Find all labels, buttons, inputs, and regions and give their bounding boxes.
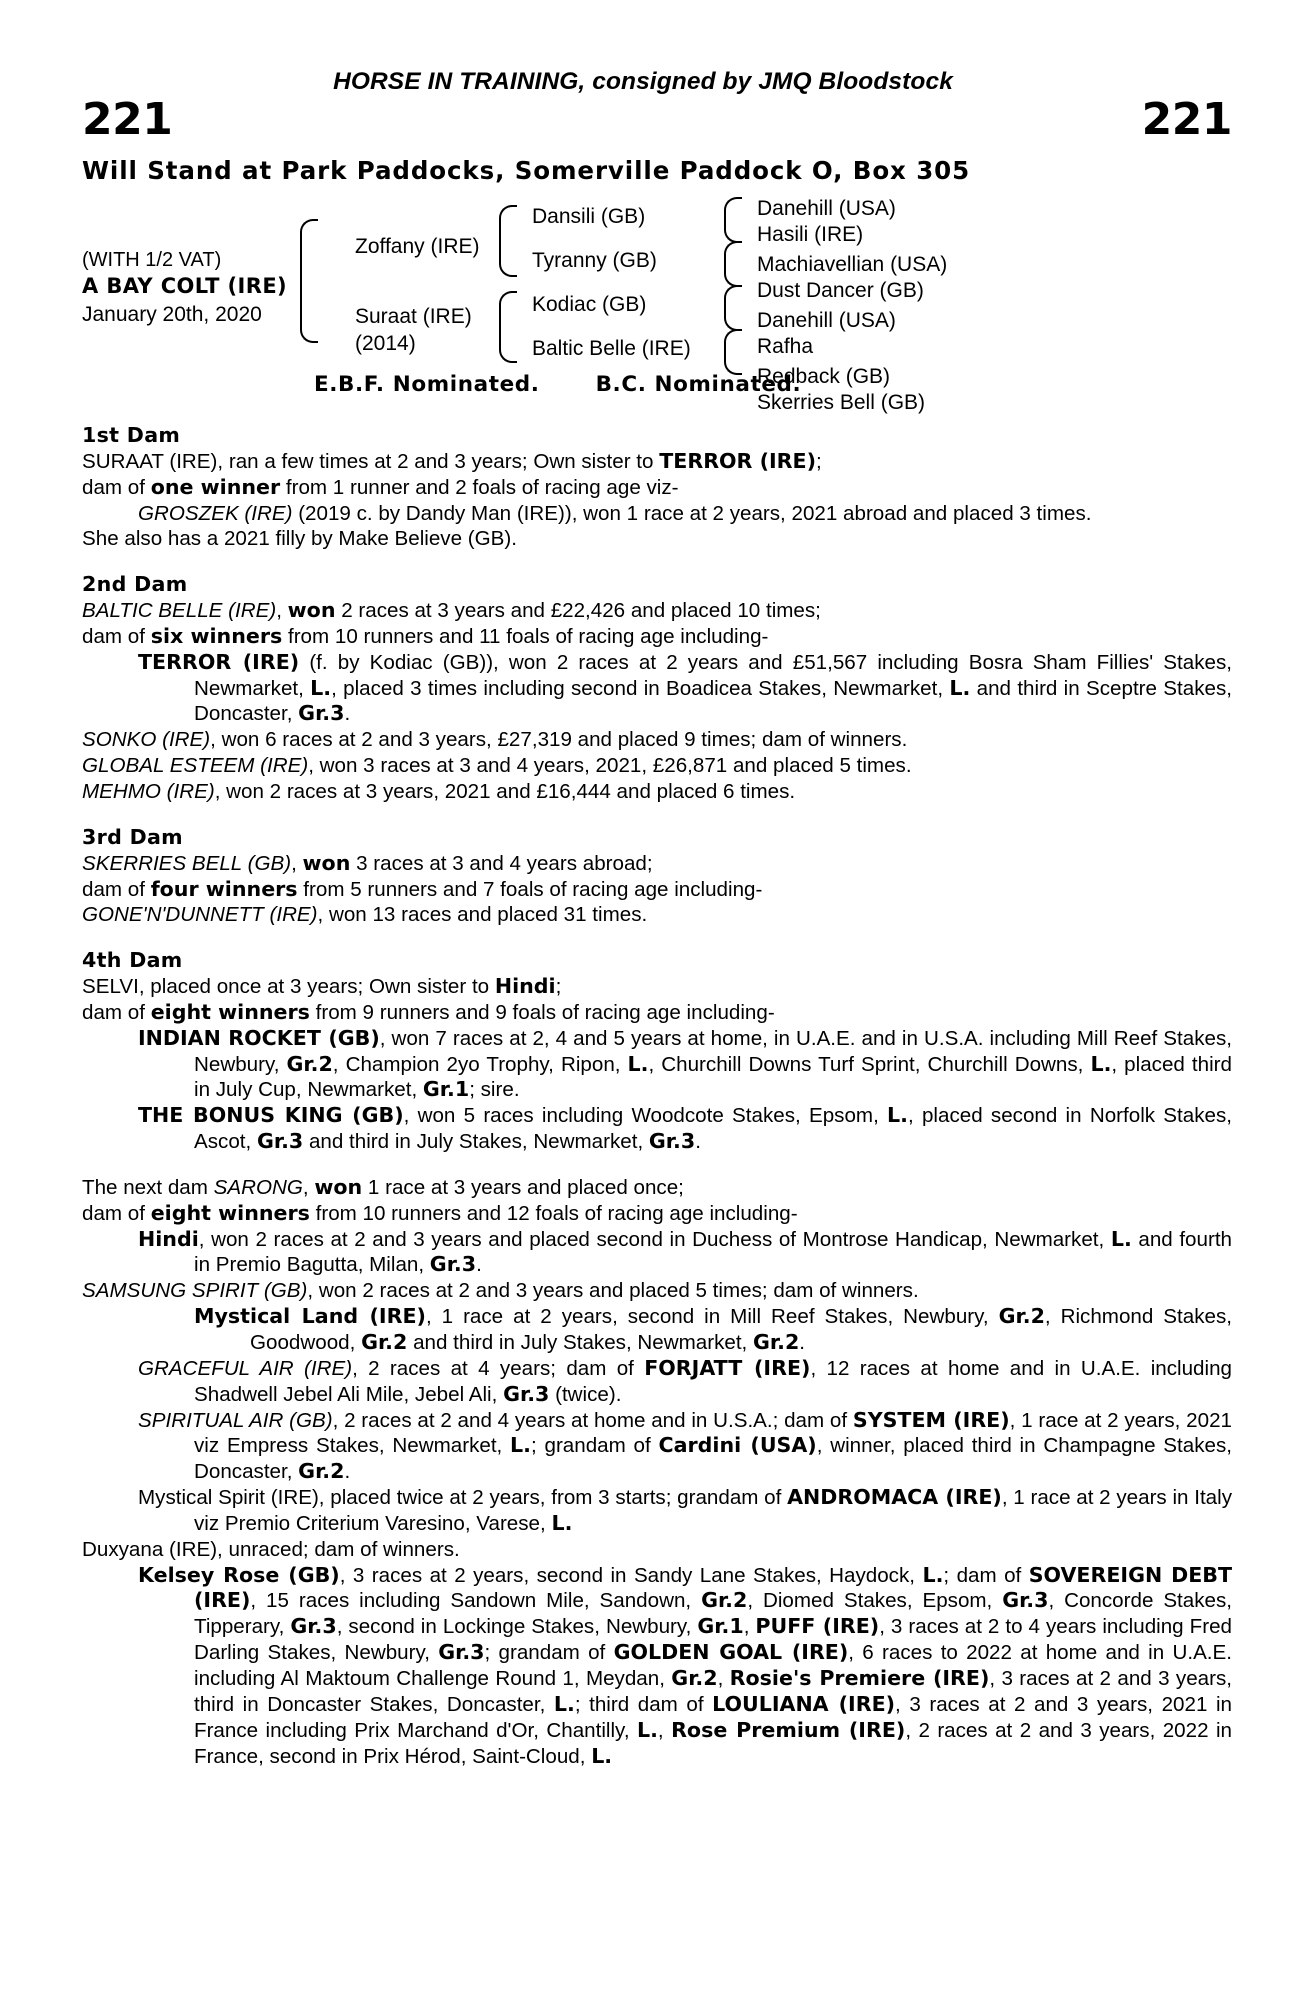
ss-sire-name: Danehill (USA) (757, 197, 896, 220)
first-dam-line-2: dam of one winner from 1 runner and 2 foals of racing age viz- (82, 474, 679, 499)
second-dam-line-2: dam of six winners from 10 runners and 11 foals of racing age including- (82, 623, 769, 648)
pedigree-subject (82, 247, 287, 329)
third-dam-line-1: SKERRIES BELL (GB), won 3 races at 3 and 4 years abroad; (82, 850, 653, 875)
foaling-date: January 20th, 2020 (82, 303, 262, 327)
third-dam-line-2: dam of four winners from 5 runners and 7 foals of racing age including- (82, 876, 763, 901)
next-dam-progeny-samsung-spirit: SAMSUNG SPIRIT (GB), won 2 races at 2 and 3 years and placed 5 times; dam of winners. (82, 1279, 919, 1303)
brace-generation-1 (300, 219, 318, 343)
bc-nominated: B.C. Nominated. (595, 372, 802, 397)
next-dam-line-1: The next dam SARONG, won 1 race at 3 years and placed once; (82, 1174, 684, 1199)
sd-sire-name: Machiavellian (USA) (757, 253, 948, 276)
second-dam-progeny-mehmo: MEHMO (IRE), won 2 races at 3 years, 2021 and £16,444 and placed 6 times. (82, 779, 796, 803)
fourth-dam-progeny-indian-rocket: INDIAN ROCKET (GB), won 7 races at 2, 4 and 5 years at home, in U.A.E. and in U.S.A. including Mill Reef Stakes, Newbury, Gr.2, Champion 2yo Trophy, Ripon, L., Churchill Downs Turf Sprint, Churchill Downs, L., placed third in July Cup, Newmarket, Gr.1; sire. (138, 1025, 1232, 1102)
dam-year: (2014) (355, 332, 416, 356)
stand-location-line: Will Stand at Park Paddocks, Somerville Paddock O, Box 305 (82, 156, 971, 185)
first-dam-progeny-groszek: GROSZEK (IRE) (2019 c. by Dandy Man (IRE)), won 1 race at 2 years, 2021 abroad and placed 3 times. (138, 501, 1092, 525)
fourth-dam-heading: 4th Dam (82, 948, 183, 973)
fourth-dam-line-1: SELVI, placed once at 3 years; Own sister to Hindi; (82, 974, 562, 999)
lot-number-right: 221 (1141, 94, 1232, 145)
pedigree-subject-column (82, 195, 297, 365)
brace-sd-branch (724, 241, 742, 287)
fourth-dam-progeny-the-bonus-king: THE BONUS KING (GB), won 5 races including Woodcote Stakes, Epsom, L., placed second in Norfolk Stakes, Ascot, Gr.3 and third in July Stakes, Newmarket, Gr.3. (138, 1103, 1232, 1154)
brace-dd-branch (724, 329, 742, 375)
first-dam-line-1: SURAAT (IRE), ran a few times at 2 and 3 years; Own sister to TERROR (IRE); (82, 448, 822, 473)
sire-sire-name: Dansili (GB) (532, 205, 646, 228)
next-dam-progeny-mystical-land: Mystical Land (IRE), 1 race at 2 years, second in Mill Reef Stakes, Newbury, Gr.2, Richmond Stakes, Goodwood, Gr.2 and third in July Stakes, Newmarket, Gr.2. (194, 1304, 1232, 1354)
ebf-nominated: E.B.F. Nominated. (314, 372, 540, 397)
sire-dam-name: Tyranny (GB) (532, 249, 657, 272)
sire-name: Zoffany (IRE) (355, 235, 480, 258)
next-dam-progeny-kelsey-rose: Kelsey Rose (GB), 3 races at 2 years, second in Sandy Lane Stakes, Haydock, L.; dam of SOVEREIGN DEBT (IRE), 15 races including Sandown Mile, Sandown, Gr.2, Diomed Stakes, Epsom, Gr.3, Concorde Stakes, Tipperary, Gr.3, second in Lockinge Stakes, Newbury, Gr.1, PUFF (IRE), 3 races at 2 to 4 years including Fred Darling Stakes, Newbury, Gr.3; grandam of GOLDEN GOAL (IRE), 6 races to 2022 at home and in U.A.E. including Al Maktoum Challenge Round 1, Meydan, Gr.2, Rosie's Premiere (IRE), 3 races at 2 and 3 years, third in Doncaster Stakes, Doncaster, L.; third dam of LOULIANA (IRE), 3 races at 2 and 3 years, 2021 in France including Prix Marchand d'Or, Chantilly, L., Rose Premium (IRE), 2 races at 2 and 3 years, 2022 in France, second in Prix Hérod, Saint-Cloud, L. (138, 1562, 1233, 1768)
pedigree-notes (82, 423, 1232, 1769)
ss-dam-name: Hasili (IRE) (757, 223, 864, 246)
next-dam-progeny-spiritual-air: SPIRITUAL AIR (GB), 2 races at 2 and 4 years at home and in U.S.A.; dam of SYSTEM (IRE), 1 race at 2 years, 2021 viz Empress Stakes, Newmarket, L.; grandam of Cardini (USA), winner, placed third in Champagne Stakes, Doncaster, Gr.2. (138, 1407, 1232, 1484)
pedigree-parents-column (327, 195, 517, 365)
second-dam-heading: 2nd Dam (82, 572, 188, 597)
dam-sire-name: Kodiac (GB) (532, 293, 647, 316)
second-dam-progeny-terror: TERROR (IRE) (f. by Kodiac (GB)), won 2 races at 2 years and £51,567 including Bosra Sham Fillies' Stakes, Newmarket, L., placed 3 times including second in Boadicea Stakes, Newmarket, L. and third in Sceptre Stakes, Doncaster, Gr.3. (138, 649, 1232, 726)
lot-number-left: 221 (82, 94, 173, 145)
dd-dam-name: Skerries Bell (GB) (757, 391, 926, 414)
ds-sire-name: Danehill (USA) (757, 309, 896, 332)
dd-sire-name: Redback (GB) (757, 365, 891, 388)
next-dam-progeny-duxyana: Duxyana (IRE), unraced; dam of winners. (82, 1537, 460, 1561)
vat-note: (WITH 1/2 VAT) (82, 249, 222, 271)
ds-dam-name: Rafha (757, 335, 814, 358)
pedigree-grandparents-column (532, 195, 742, 365)
next-dam-progeny-hindi: Hindi, won 2 races at 2 and 3 years and placed second in Duchess of Montrose Handicap, Newmarket, L. and fourth in Premio Bagutta, Milan, Gr.3. (138, 1226, 1232, 1277)
nominations-line (82, 371, 1232, 397)
first-dam-heading: 1st Dam (82, 423, 181, 447)
second-dam-line-1: BALTIC BELLE (IRE), won 2 races at 3 years and £22,426 and placed 10 times; (82, 598, 821, 623)
second-dam-progeny-global-esteem: GLOBAL ESTEEM (IRE), won 3 races at 3 and 4 years, 2021, £26,871 and placed 5 times. (82, 754, 912, 778)
brace-ss-branch (724, 197, 742, 243)
sd-dam-name: Dust Dancer (GB) (757, 279, 924, 302)
brace-ds-branch (724, 285, 742, 331)
brace-sire-branch (499, 205, 517, 277)
pedigree-great-grandparents-column (757, 195, 1087, 414)
next-dam-progeny-mystical-spirit: Mystical Spirit (IRE), placed twice at 2 years, from 3 starts; grandam of ANDROMACA (IRE), 1 race at 2 years in Italy viz Premio Criterium Varesino, Varese, L. (138, 1485, 1232, 1535)
third-dam-progeny-gonendunnett: GONE'N'DUNNETT (IRE), won 13 races and placed 31 times. (82, 903, 648, 927)
lot-number-row (82, 94, 1232, 150)
third-dam-heading: 3rd Dam (82, 824, 183, 849)
sale-title: HORSE IN TRAINING, consigned by JMQ Bloodstock (333, 68, 953, 95)
first-dam-line-4: She also has a 2021 filly by Make Believe (GB). (82, 527, 517, 551)
subject-name: A BAY COLT (IRE) (82, 274, 288, 299)
dam-name (355, 303, 472, 358)
next-dam-progeny-graceful-air: GRACEFUL AIR (IRE), 2 races at 4 years; dam of FORJATT (IRE), 12 races at home and in U.A.E. including Shadwell Jebel Ali Mile, Jebel Ali, Gr.3 (twice). (138, 1355, 1232, 1406)
brace-dam-branch (499, 291, 517, 363)
fourth-dam-line-2: dam of eight winners from 9 runners and 9 foals of racing age including- (82, 999, 775, 1024)
next-dam-line-2: dam of eight winners from 10 runners and 12 foals of racing age including- (82, 1200, 798, 1225)
second-dam-progeny-sonko: SONKO (IRE), won 6 races at 2 and 3 years, £27,319 and placed 9 times; dam of winners. (82, 728, 908, 752)
dam-name-text: Suraat (IRE) (355, 305, 472, 328)
dam-dam-name: Baltic Belle (IRE) (532, 337, 691, 360)
